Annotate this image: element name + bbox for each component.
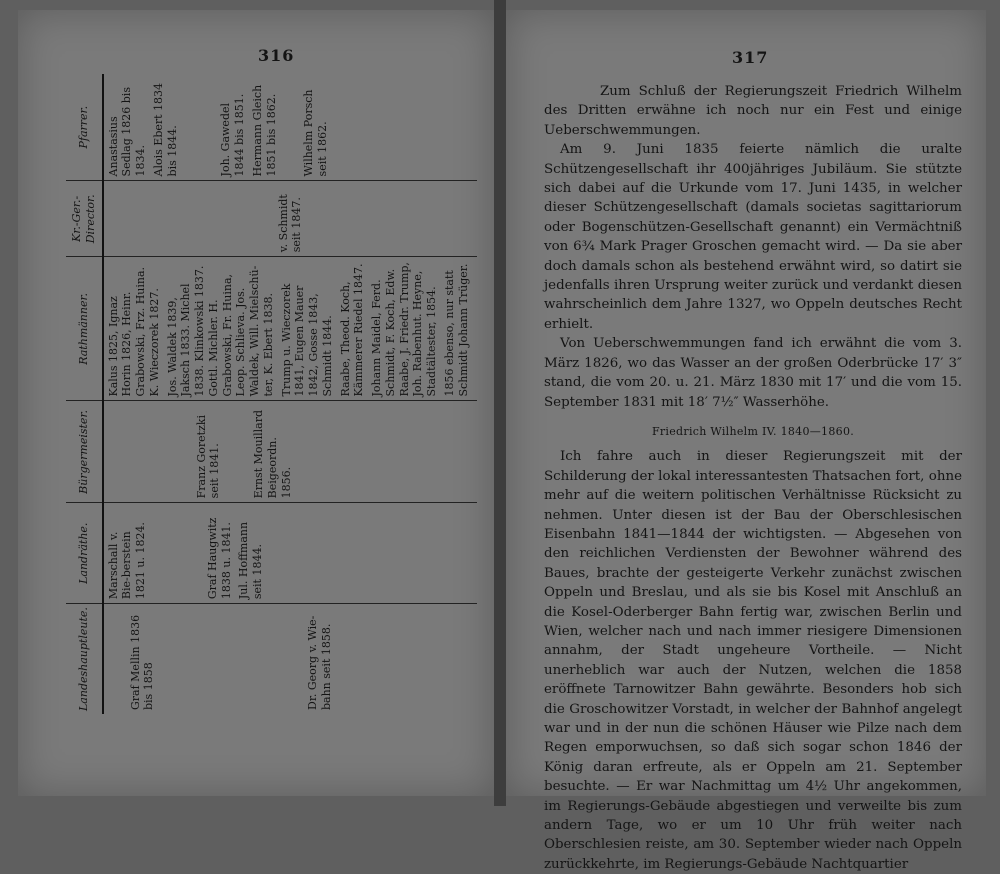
list-item: Wilhelm Porsch seit 1862. (302, 89, 329, 177)
section-heading: Friedrich Wilhelm IV. 1840—1860. (651, 424, 855, 438)
col-landeshauptleute (103, 604, 478, 714)
list-item: 1856 ebenso, nur statt Schmidt Johann Trüger. (442, 263, 470, 397)
list-item: Anastasius Sedlag 1826 bis 1834. (106, 87, 147, 177)
paragraph: Zum Schluß der Regierungszeit Friedrich Wilhelm des Dritten erwähne ich noch nur ein Fest und einige Ueberschwemmungen. (544, 84, 962, 138)
col-header-landraethe: Landräthe. (66, 503, 103, 604)
page-number-right: 317 (732, 48, 769, 67)
list-item: Alois Ebert 1834 bis 1844. (151, 82, 179, 177)
list-item: Johann Maidel, Ferd. Schmidt, F. Koch, Edw. Raabe, J. Friedr. Trump, Joh. Rabenhut. Heyne, Stadtältester, 1854. (370, 262, 438, 397)
list-item: Joh. Gawedel 1844 bis 1851. (219, 93, 246, 177)
col-buergermeister (103, 401, 478, 503)
col-kr-ger-director (103, 181, 478, 257)
list-item: Hermann Gleich 1851 bis 1862. (250, 84, 278, 177)
col-header-buergermeister: Bürgermeister. (66, 401, 103, 503)
left-page (18, 10, 494, 796)
table-row (103, 74, 478, 714)
list-item: Jul. Hoffmann seit 1844. (237, 521, 264, 600)
table-header-row (66, 74, 103, 714)
list-item: Raabe, Theod. Koch, Kämmerer Riedel 1847. (338, 263, 366, 397)
col-landraethe (103, 503, 478, 604)
list-item: v. Schmidt seit 1847. (276, 194, 304, 253)
col-header-rathmaenner: Rathmänner. (66, 257, 103, 401)
paragraph: Ich fahre auch in dieser Regierungszeit mit der Schilderung der lokal interessantesten Thatsachen fort, ohne mehr auf die weitern politischen Verhältnisse Rücksicht zu nehmen. Unter diesen ist der Bau der Oberschlesischen Eisenbahn 1841—1844 der wichtigsten. — Abgesehen von den reichlichen Verdiensten der Bewohner während des Baues, brachte der gesteigerte Verkehr zunächst zwischen Oppeln und Breslau, und als sie bis Kosel mit Anschluß an die Kosel-Oderberger Bahn fertig war, zwischen Berlin und Wien, welcher nach und nach immer riesigere Dimensionen annahm, der Stadt ungeheure Vortheile. — Nicht unerheblich war auch der Nutzen, welchen die 1858 eröffnete Tarnowitzer Bahn gewährte. Besonders hob sich die Groschowitzer Vorstadt, in welcher der Bahnhof angelegt war und in der nun die schönen Häuser wie Pilze nach dem Regen emporwuchsen, so daß sich sogar schon 1846 der König daran erfreute, als er Oppeln am 21. September besuchte. — Er war Nachmittag um 4½ Uhr angekommen, im Regierungs-Gebäude abgestiegen und verweilte bis zum andern Tage, wo er um 10 Uhr früh weiter nach Oberschlesien reiste, am 30. September wieder nach Oppeln zurückkehrte, im Regierungs-Gebäude Nachtquartier (544, 449, 962, 872)
list-item: Dr. Georg v. Wie-bahn seit 1858. (306, 615, 333, 710)
col-rathmaenner (103, 257, 478, 401)
officials-table (66, 74, 477, 714)
page-number-left: 316 (258, 46, 295, 65)
list-item: Graf Haugwitz 1838 u. 1841. (205, 517, 233, 600)
list-item: Marschall v. Bie-berstein 1821 u. 1824. (106, 522, 147, 600)
list-item: Kalus 1825, Ignaz Horin 1826, Heinr. Grabowski, Frz. Huina. K. Wieczorek 1827. (106, 266, 161, 397)
paragraph: Am 9. Juni 1835 feierte nämlich die uralte Schützengesellschaft ihr 400jähriges Jubiläum. Sie stützte sich dabei auf die Urkunde vom 17. Juni 1435, in welcher dieser Schützengesellschaft (damals societas sagittariorum oder Bogenschützen-Gesellschaft genannt) ein Vermächtniß von 6¾ Mark Prager Groschen gemacht wird. — Da sie aber doch damals schon als bestehend erwähnt wird, so datirt sie jedenfalls ihren Ursprung weiter zurück und verdankt diesen wahrscheinlich dem Jahre 1327, wo Oppeln deutsches Recht erhielt. (544, 142, 962, 332)
officials-table-wrapper (66, 74, 470, 714)
col-pfarrer (103, 74, 478, 181)
paragraph: Von Ueberschwemmungen fand ich erwähnt die vom 3. März 1826, wo das Wasser an der großen Oderbrücke 17′ 3″ stand, die vom 20. u. 21. März 1830 mit 17′ und die vom 15. September 1831 mit 18′ 7½″ Wasserhöhe. (544, 336, 962, 410)
body-text (544, 82, 962, 874)
list-item: Trump u. Wieczorek 1841, Eugen Mauer 1842, Gosse 1843, Schmidt 1844. (279, 283, 334, 397)
col-header-pfarrer: Pfarrer. (66, 74, 103, 181)
list-item: Jos. Waldek 1839, Jaksch 1833. Michel 1838. Klinkowski 1837. Gottl. Michler. H. Grabowski, Fr. Huina, Leop. Schlieva. Jos. Waldek, Will. Mielschü-ter, K. Ebert 1838. (165, 265, 275, 397)
col-header-landeshauptleute: Landeshauptleute. (66, 604, 103, 714)
list-item: Franz Goretzki seit 1841. (194, 414, 222, 499)
right-page (506, 10, 986, 872)
book-spine (494, 0, 506, 806)
list-item: Ernst Mouillard Beigeordn. 1856. (252, 410, 293, 499)
col-header-kr-ger-director: Kr.-Ger.-Director. (66, 181, 103, 257)
list-item: Graf Mellin 1836 bis 1858 (128, 614, 156, 710)
